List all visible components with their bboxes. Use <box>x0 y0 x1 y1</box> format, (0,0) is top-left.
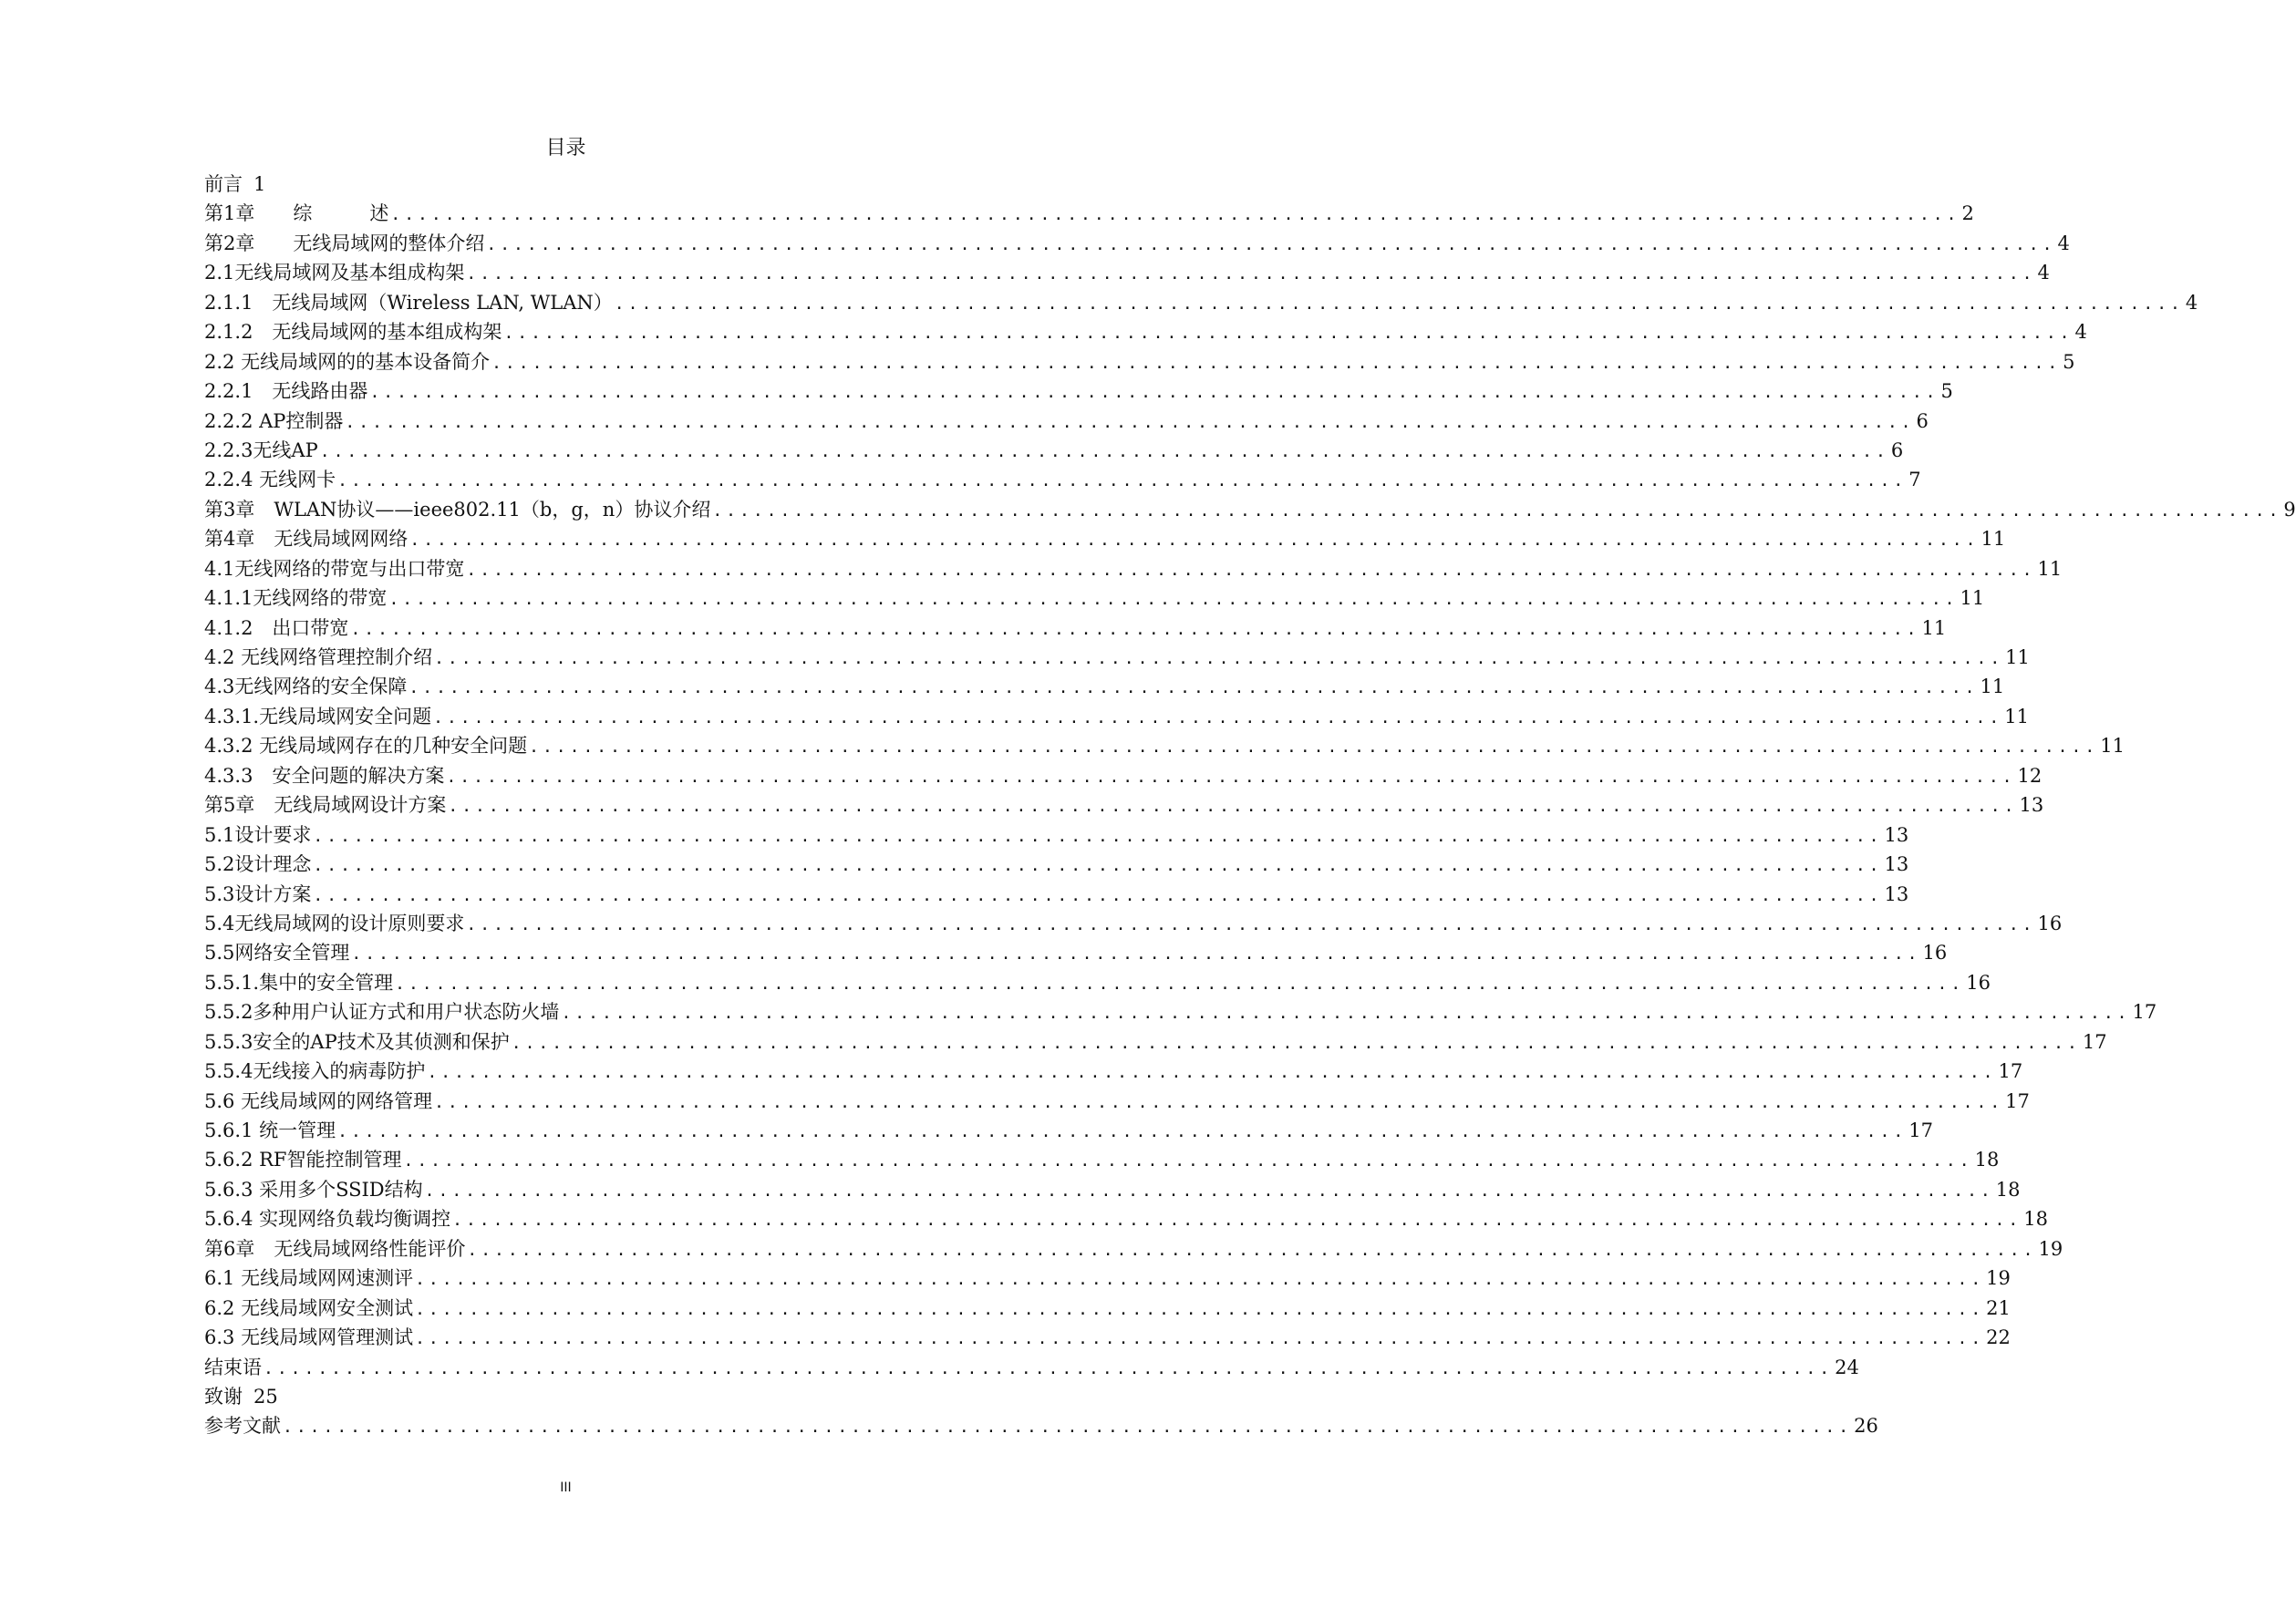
toc-entry-text: 4.2 无线网络管理控制介绍 <box>204 646 433 668</box>
toc-entry-text: 5.1设计要求 <box>204 823 312 846</box>
toc-entry <box>204 1294 2011 1323</box>
toc-entry-page: 11 <box>2037 557 2063 580</box>
toc-leader-dots: .................................................................................................................... <box>403 1151 1973 1171</box>
toc-entry-page: 18 <box>1995 1178 2021 1201</box>
toc-entry-page: 7 <box>1908 469 1921 491</box>
toc-entry-text: 4.1.1无线网络的带宽 <box>204 587 388 610</box>
toc-entry <box>204 347 2075 377</box>
toc-entry <box>204 880 1909 909</box>
toc-leader-dots: .................................................................................................................... <box>712 500 2282 521</box>
toc-entry-page: 18 <box>2023 1208 2048 1231</box>
toc-entry-text: 2.2.1 无线路由器 <box>204 380 368 403</box>
toc-entry-text: 2.1无线局域网及基本组成构架 <box>204 262 465 284</box>
toc-entry-text: 5.6.1 统一管理 <box>204 1119 336 1141</box>
toc-entry-page: 13 <box>1884 823 1909 846</box>
toc-entry <box>204 436 1904 465</box>
toc-entry-text: 4.3无线网络的安全保障 <box>204 676 408 698</box>
toc-entry-text: 致谢 <box>204 1385 243 1408</box>
toc-entry-page: 5 <box>1940 380 1953 403</box>
toc-entry-text: 5.5网络安全管理 <box>204 942 350 965</box>
toc-leader-dots: .................................................................................................................... <box>529 738 2099 758</box>
toc-leader-dots: .................................................................................................................... <box>448 797 2018 817</box>
toc-entry-text: 5.6.2 RF智能控制管理 <box>204 1149 402 1171</box>
toc-entry <box>204 909 2063 938</box>
toc-entry-text: 5.4无线局域网的设计原则要求 <box>204 912 465 934</box>
toc-entry <box>204 761 2043 790</box>
toc-entry-text: 2.2 无线局域网的的基本设备简介 <box>204 350 491 373</box>
toc-entry <box>204 1057 2023 1086</box>
toc-title: 目录 <box>545 137 586 160</box>
toc-entry <box>204 377 1953 406</box>
toc-entry-page: 11 <box>1921 616 1947 639</box>
toc-entry <box>204 407 1929 436</box>
toc-entry-page: 11 <box>1960 587 1985 610</box>
toc-entry <box>204 850 1909 879</box>
toc-entry <box>204 1027 2107 1057</box>
toc-entry <box>204 288 2198 317</box>
toc-leader-dots: .................................................................................................................... <box>409 678 1979 698</box>
toc-leader-dots: .................................................................................................................... <box>466 560 2036 580</box>
toc-leader-dots: .................................................................................................................... <box>433 707 2003 727</box>
toc-entry <box>204 229 2070 258</box>
toc-entry-text: 结束语 <box>204 1356 262 1378</box>
toc-entry-page: 6 <box>1916 409 1929 432</box>
toc-entry-page: 5 <box>2063 350 2075 373</box>
toc-entry-page: 13 <box>1884 882 1909 905</box>
toc-entry-text: 2.1.2 无线局域网的基本组成构架 <box>204 321 502 344</box>
toc-leader-dots: .................................................................................................................... <box>345 412 1915 432</box>
toc-leader-dots: .................................................................................................................... <box>350 619 1920 639</box>
toc-entry-page: 17 <box>2005 1089 2030 1112</box>
toc-entry-page: 17 <box>2132 1001 2157 1024</box>
toc-entry <box>204 702 2029 731</box>
toc-leader-dots: .................................................................................................................... <box>614 294 2184 314</box>
toc-leader-dots: .................................................................................................................... <box>434 649 2004 668</box>
toc-leader-dots: .................................................................................................................... <box>395 974 1965 994</box>
toc-leader-dots: .................................................................................................................... <box>415 1299 1985 1319</box>
toc-leader-dots: .................................................................................................................... <box>503 324 2074 344</box>
toc-leader-dots: .................................................................................................................... <box>434 1092 2004 1112</box>
toc-entry-page: 4 <box>2057 232 2070 254</box>
toc-entry-text: 5.6.4 实现网络负载均衡调控 <box>204 1208 451 1231</box>
toc-entry-text: 4.3.2 无线局域网存在的几种安全问题 <box>204 735 528 758</box>
toc-leader-dots: .................................................................................................................... <box>313 826 1883 846</box>
toc-leader-dots: .................................................................................................................... <box>388 590 1959 610</box>
toc-entry <box>204 790 2044 820</box>
toc-entry <box>204 1234 2063 1264</box>
toc-entry <box>204 672 2005 701</box>
toc-leader-dots: .................................................................................................................... <box>409 531 1980 551</box>
toc-entry-page: 21 <box>1986 1296 2011 1319</box>
toc-entry <box>204 554 2063 583</box>
toc-entry-text: 5.5.2多种用户认证方式和用户状态防火墙 <box>204 1001 560 1024</box>
page-number: III <box>560 1480 572 1495</box>
toc-entry-page: 4 <box>2037 262 2050 284</box>
toc-entry <box>204 938 1948 967</box>
toc-entry-text: 4.3.3 安全问题的解决方案 <box>204 764 445 787</box>
toc-entry-page: 17 <box>2082 1030 2107 1053</box>
toc-leader-dots: .................................................................................................................... <box>415 1329 1985 1349</box>
toc-entry-page: 22 <box>1986 1326 2011 1349</box>
toc-entry-page: 2 <box>1961 202 1974 225</box>
toc-leader-dots: .................................................................................................................... <box>313 885 1883 905</box>
toc-entry <box>204 1382 957 1411</box>
toc-entry-text: 2.2.3无线AP <box>204 438 318 461</box>
toc-entry-text: 第1章 综 述 <box>204 202 389 225</box>
toc-entry <box>204 199 1974 228</box>
toc-entry-text: 前言 <box>204 173 243 195</box>
toc-entry-text: 5.5.1.集中的安全管理 <box>204 971 394 994</box>
toc-entry-text: 6.1 无线局域网网速测评 <box>204 1267 414 1290</box>
toc-entry-text: 6.2 无线局域网安全测试 <box>204 1296 414 1319</box>
toc-entry-page: 17 <box>1908 1119 1933 1141</box>
toc-entry-page: 11 <box>2005 646 2030 668</box>
toc-entry-page: 13 <box>2019 794 2044 817</box>
toc-entry-text: 第2章 无线局域网的整体介绍 <box>204 232 485 254</box>
toc-entry-text: 6.3 无线局域网管理测试 <box>204 1326 414 1349</box>
toc-entry <box>204 968 1991 997</box>
toc-entry-page: 4 <box>2185 291 2198 314</box>
toc-entry <box>204 1175 2021 1204</box>
toc-leader-dots: .................................................................................................................... <box>319 441 1889 461</box>
toc-entry <box>204 731 2125 760</box>
toc-entry-page: 9 <box>2283 498 2296 521</box>
toc-leader-dots: .................................................................................................................... <box>337 1122 1908 1141</box>
toc-entry <box>204 583 1985 613</box>
toc-entry-text: 第6章 无线局域网络性能评价 <box>204 1237 466 1260</box>
toc-leader-dots: .................................................................................................................... <box>452 1211 2022 1231</box>
toc-entry-text: 4.3.1.无线局域网安全问题 <box>204 705 432 727</box>
toc-leader-dots: .................................................................................................................... <box>561 1004 2131 1024</box>
toc-entry-page: 26 <box>1854 1415 1878 1438</box>
toc-entry-page: 16 <box>2037 912 2063 934</box>
toc-entry <box>204 1087 2030 1116</box>
toc-entry <box>204 317 2087 346</box>
toc-entry <box>204 495 2296 524</box>
toc-entry-page: 18 <box>1974 1149 2000 1171</box>
toc-entry-page: 16 <box>1922 942 1948 965</box>
toc-entry <box>204 614 1947 643</box>
toc-leader-dots: .................................................................................................................... <box>390 205 1960 225</box>
toc-entry-page: 11 <box>1981 528 2006 551</box>
toc-entry-text: 2.2.2 AP控制器 <box>204 409 344 432</box>
toc-entry-text: 参考文献 <box>204 1415 281 1438</box>
toc-leader-dots: .................................................................................................................... <box>424 1181 1994 1201</box>
toc-entry-text: 4.1.2 出口带宽 <box>204 616 349 639</box>
toc-entry <box>204 820 1909 850</box>
toc-entry <box>204 1323 2011 1352</box>
toc-entry-text: 5.2设计理念 <box>204 853 312 876</box>
toc-entry <box>204 997 2157 1026</box>
toc-entry-text: 5.6.3 采用多个SSID结构 <box>204 1178 423 1201</box>
toc-entry-page: 1 <box>253 173 266 195</box>
toc-entry <box>204 1411 1878 1440</box>
toc-entry <box>204 465 1921 494</box>
toc-entry-page: 11 <box>1980 676 2005 698</box>
toc-entry-page: 25 <box>253 1385 278 1408</box>
toc-leader-dots: .................................................................................................................... <box>427 1063 1997 1083</box>
toc-entry-text: 第5章 无线局域网设计方案 <box>204 794 447 817</box>
toc-leader-dots: .................................................................................................................... <box>511 1033 2081 1053</box>
toc-leader-dots: .................................................................................................................... <box>337 471 1908 491</box>
toc-entry <box>204 1204 2048 1233</box>
toc-entry-page: 6 <box>1890 438 1904 461</box>
toc-entry-page: 16 <box>1966 971 1991 994</box>
toc-leader-dots: .................................................................................................................... <box>486 234 2056 254</box>
toc-leader-dots: .................................................................................................................... <box>491 353 2062 373</box>
toc-entry-text: 5.6 无线局域网的网络管理 <box>204 1089 433 1112</box>
toc-entry-text: 5.5.4无线接入的病毒防护 <box>204 1060 426 1083</box>
toc-leader-dots: .................................................................................................................... <box>313 856 1883 876</box>
toc-entry <box>204 1353 1859 1382</box>
toc-entry-page: 19 <box>2038 1237 2063 1260</box>
toc-entry <box>204 643 2030 672</box>
toc-entry-text: 4.1无线网络的带宽与出口带宽 <box>204 557 465 580</box>
toc-entry-text: 2.1.1 无线局域网（Wireless LAN, WLAN） <box>204 291 613 314</box>
toc-leader-dots: .................................................................................................................... <box>467 1240 2037 1260</box>
toc-leader-dots: .................................................................................................................... <box>466 264 2036 284</box>
toc-leader-dots: .................................................................................................................... <box>369 383 1939 403</box>
toc-leader-dots: .................................................................................................................... <box>415 1270 1985 1290</box>
toc-entry-text: 第4章 无线局域网网络 <box>204 528 409 551</box>
toc-entry-page: 17 <box>1998 1060 2023 1083</box>
toc-list <box>204 170 2296 1441</box>
toc-entry-page: 11 <box>2100 735 2125 758</box>
toc-leader-dots: .................................................................................................................... <box>351 944 1921 965</box>
toc-entry <box>204 1264 2011 1293</box>
toc-leader-dots: .................................................................................................................... <box>283 1418 1853 1438</box>
toc-entry-page: 19 <box>1986 1267 2011 1290</box>
toc-entry-text: 2.2.4 无线网卡 <box>204 469 336 491</box>
toc-entry-text: 5.3设计方案 <box>204 882 312 905</box>
toc-entry <box>204 524 2006 553</box>
toc-entry-page: 4 <box>2074 321 2087 344</box>
toc-entry-page: 12 <box>2017 764 2043 787</box>
toc-leader-dots: .................................................................................................................... <box>466 914 2036 934</box>
toc-entry-page: 24 <box>1835 1356 1859 1378</box>
toc-leader-dots: .................................................................................................................... <box>446 767 2016 787</box>
toc-entry <box>204 258 2050 287</box>
toc-entry <box>204 1116 1933 1145</box>
toc-entry-text: 5.5.3安全的AP技术及其侦测和保护 <box>204 1030 510 1053</box>
toc-entry-page: 13 <box>1884 853 1909 876</box>
toc-leader-dots: .................................................................................................................... <box>264 1358 1834 1378</box>
toc-entry <box>204 1145 2000 1174</box>
toc-entry-page: 11 <box>2004 705 2029 727</box>
toc-entry <box>204 170 957 199</box>
toc-entry-text: 第3章 WLAN协议——ieee802.11（b，g，n）协议介绍 <box>204 498 711 521</box>
